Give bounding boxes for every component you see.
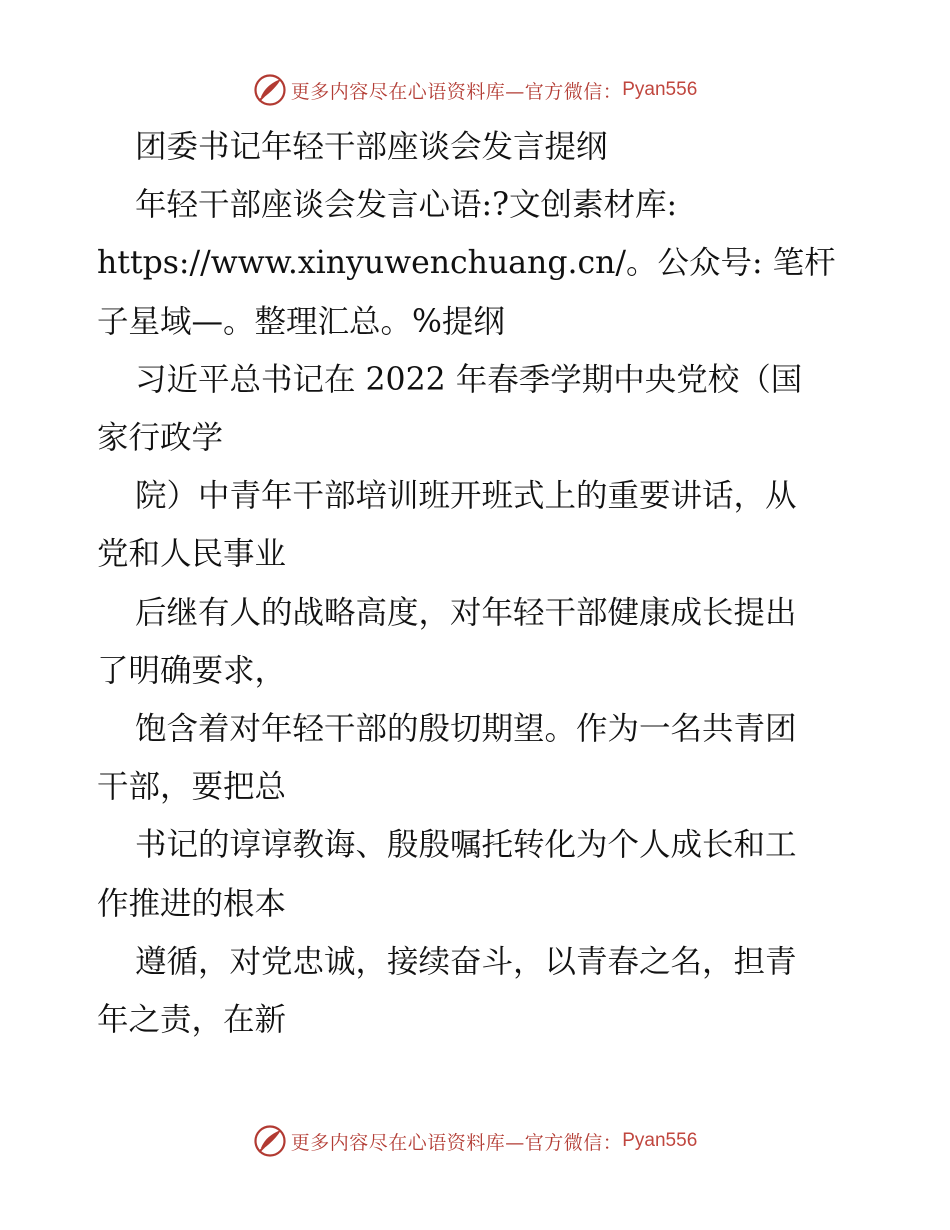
text-line: 年轻干部座谈会发言心语:?文创素材库:: [135, 187, 678, 224]
banner-contact: Pyan556: [622, 79, 698, 100]
text-line: 遵循，对党忠诚，接续奋斗，以青春之名，担青: [135, 943, 797, 980]
text-line: 子星域—。整理汇总。%提纲: [97, 303, 505, 340]
text-line: 作推进的根本: [97, 885, 287, 922]
document-body: [97, 118, 857, 1049]
banner-text: 更多内容尽在心语资料库—官方微信：: [290, 80, 623, 103]
text-line: 家行政学: [97, 420, 224, 457]
text-line: 书记的谆谆教诲、殷殷嘱托转化为个人成长和工: [135, 827, 797, 864]
text-line: 饱含着对年轻干部的殷切期望。作为一名共青团: [135, 711, 797, 748]
text-line: 后继有人的战略高度，对年轻干部健康成长提出: [135, 594, 797, 631]
header-banner: [0, 70, 950, 110]
text-line: https://www.xinyuwenchuang.cn/。公众号: 笔杆: [97, 245, 836, 282]
text-line: 习近平总书记在 2022 年春季学期中央党校（国: [135, 361, 803, 398]
text-line: 干部，要把总: [97, 769, 287, 806]
footer-banner: [0, 1121, 950, 1161]
text-line: 了明确要求，: [97, 652, 287, 689]
text-line: 院）中青年干部培训班开班式上的重要讲话，从: [135, 478, 797, 515]
pen-logo-icon: [253, 1124, 287, 1158]
banner-contact: Pyan556: [622, 1130, 698, 1151]
text-line: 党和人民事业: [97, 536, 287, 573]
pen-logo-icon: [253, 73, 287, 107]
banner-text: 更多内容尽在心语资料库—官方微信：: [290, 1131, 623, 1154]
document-title: 团委书记年轻干部座谈会发言提纲: [135, 129, 608, 165]
text-line: 年之责，在新: [97, 1002, 287, 1039]
